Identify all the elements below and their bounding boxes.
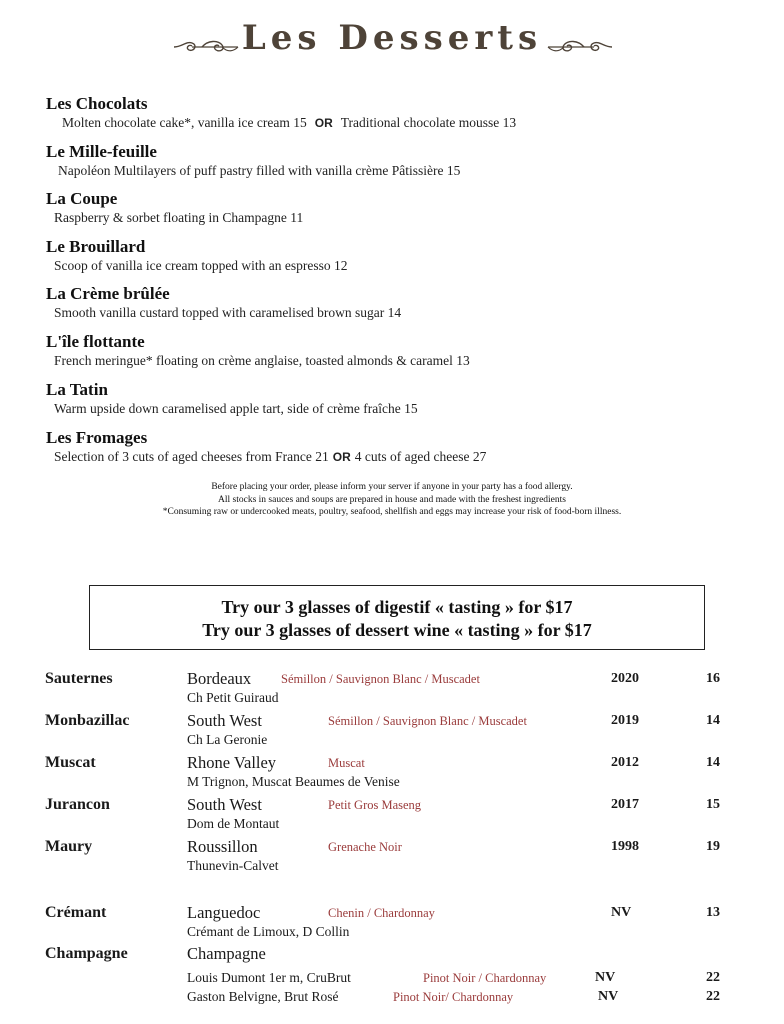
dessert-description: Warm upside down caramelised apple tart, side of crème fraîche 15 (54, 401, 418, 416)
champagne-year: NV (595, 970, 616, 985)
wine-grape: Petit Gros Maseng (328, 798, 422, 812)
wine-grape: Sémillon / Sauvignon Blanc / Muscadet (328, 714, 527, 728)
wine-producer: Ch Petit Guiraud (187, 690, 279, 705)
dessert-name: Le Brouillard (46, 237, 146, 256)
wine-grape: Grenache Noir (328, 840, 402, 854)
dessert-item (46, 189, 746, 227)
dessert-description: Smooth vanilla custard topped with caramelised brown sugar 14 (54, 305, 402, 320)
dessert-item (46, 380, 746, 418)
wine-year: 2017 (611, 797, 639, 812)
wine-type: Jurancon (45, 796, 110, 813)
dessert-description: French meringue* floating on crème anglaise, toasted almonds & caramel 13 (54, 353, 470, 368)
dessert-name: Les Fromages (46, 428, 148, 447)
dessert-description (46, 448, 746, 466)
champagne-name: Gaston Belvigne, Brut Rosé (187, 989, 339, 1004)
wine-region: Languedoc (187, 903, 261, 922)
wine-price: 14 (706, 755, 720, 770)
dessert-item (46, 332, 746, 370)
wine-year: NV (611, 905, 632, 920)
champagne-name: Louis Dumont 1er m, CruBrut (187, 970, 351, 985)
champagne-price: 22 (706, 989, 720, 1004)
champagne-grape: Pinot Noir/ Chardonnay (393, 990, 514, 1004)
wine-year: 2012 (611, 755, 639, 770)
wine-producer: Crémant de Limoux, D Collin (187, 924, 350, 939)
dessert-item (46, 142, 746, 180)
wine-type: Maury (45, 838, 93, 855)
wine-price: 16 (706, 671, 720, 686)
wine-type: Sauternes (45, 670, 113, 687)
dessert-name: L'île flottante (46, 332, 145, 351)
dessert-item (46, 237, 746, 275)
dessert-name: La Crème brûlée (46, 284, 170, 303)
dessert-name: La Coupe (46, 189, 118, 208)
champagne-year: NV (598, 989, 619, 1004)
dessert-option-b: 4 cuts of aged cheese 27 (354, 449, 487, 464)
wine-type: Monbazillac (45, 712, 130, 729)
dessert-item (46, 284, 746, 322)
dessert-option-b: Traditional chocolate mousse 13 (340, 115, 517, 130)
or-separator: OR (314, 116, 333, 130)
wine-grape: Chenin / Chardonnay (328, 906, 435, 920)
dessert-name: La Tatin (46, 380, 108, 399)
wine-year: 1998 (611, 839, 639, 854)
dessert-name: Les Chocolats (46, 94, 148, 113)
champagne-grape: Pinot Noir / Chardonnay (423, 971, 547, 985)
wine-producer: Thunevin-Calvet (187, 858, 279, 873)
wine-region: South West (187, 795, 262, 814)
wine-region: Roussillon (187, 837, 258, 856)
dessert-option-a: Selection of 3 cuts of aged cheeses from France 21 (54, 449, 329, 464)
allergy-notes (0, 481, 784, 519)
tasting-offer-box (89, 585, 705, 650)
wine-type: Crémant (45, 904, 107, 921)
wine-price: 15 (706, 797, 720, 812)
page-title: Les Desserts (241, 18, 543, 58)
dessert-description: Napoléon Multilayers of puff pastry filled with vanilla crème Pâtissière 15 (58, 163, 461, 178)
menu-header (0, 18, 784, 68)
dessert-item (46, 94, 746, 132)
champagne-price: 22 (706, 970, 720, 985)
wine-year: 2020 (611, 671, 639, 686)
dessert-description (46, 114, 746, 132)
dessert-option-a: Molten chocolate cake*, vanilla ice cream 15 (62, 115, 307, 130)
tasting-digestif: Try our 3 glasses of digestif « tasting » for $17 (221, 597, 573, 617)
wine-price: 19 (706, 839, 720, 854)
wine-price: 13 (706, 905, 720, 920)
note-line: *Consuming raw or undercooked meats, poultry, seafood, shellfish and eggs may increase your risk of food-born illness. (162, 507, 622, 517)
wine-producer: Ch La Geronie (187, 732, 268, 747)
wine-year: 2019 (611, 713, 639, 728)
flourish-right-icon (546, 38, 614, 56)
tasting-dessert-wine: Try our 3 glasses of dessert wine « tasting » for $17 (202, 620, 592, 640)
wine-region: Bordeaux (187, 669, 252, 688)
wine-grape: Muscat (328, 756, 365, 770)
wine-producer: Dom de Montaut (187, 816, 280, 831)
wine-region: Champagne (187, 944, 266, 963)
dessert-description: Scoop of vanilla ice cream topped with an espresso 12 (54, 258, 348, 273)
wine-producer: M Trignon, Muscat Beaumes de Venise (187, 774, 400, 789)
note-line: Before placing your order, please inform your server if anyone in your party has a food allergy. (211, 482, 573, 492)
wine-grape: Sémillon / Sauvignon Blanc / Muscadet (281, 672, 480, 686)
wine-region: South West (187, 711, 262, 730)
wine-price: 14 (706, 713, 720, 728)
dessert-name: Le Mille-feuille (46, 142, 157, 161)
dessert-item (46, 428, 746, 466)
wine-region: Rhone Valley (187, 753, 277, 772)
dessert-description: Raspberry & sorbet floating in Champagne 11 (54, 210, 304, 225)
wine-type: Muscat (45, 754, 96, 771)
or-separator: OR (332, 450, 351, 464)
note-line: All stocks in sauces and soups are prepared in house and made with the freshest ingredients (218, 494, 566, 505)
wine-type: Champagne (45, 945, 128, 962)
